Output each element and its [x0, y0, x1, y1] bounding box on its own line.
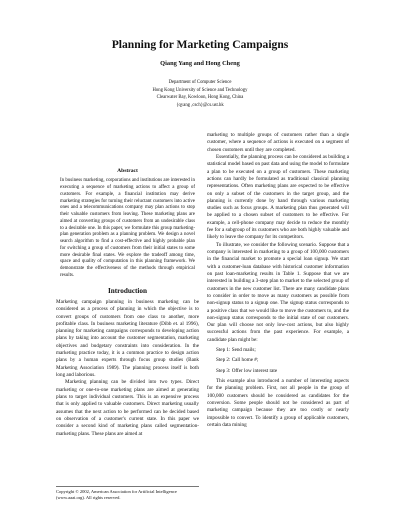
- abstract-heading: Abstract: [117, 168, 138, 174]
- authors: Qiang Yang and Hong Cheng: [160, 60, 240, 67]
- copyright-line: (www.aaai.org). All rights reserved.: [56, 494, 121, 500]
- left-column: [56, 168, 199, 438]
- right-column: [207, 132, 349, 429]
- plan-step: Step 3: Offer low interest rate: [216, 367, 278, 374]
- body-paragraph: marketing to multiple groups of customers rather than a single customer, where a sequence of actions is executed on a segment of chosen customers until they are completed.: [207, 132, 349, 153]
- plan-step: Step 1: Send mails;: [216, 347, 256, 354]
- affiliation-email: {qyang ,csch}@cs.ust.hk: [176, 102, 224, 108]
- paper-title: Planning for Marketing Campaigns: [111, 38, 289, 51]
- intro-paragraph: Marketing campaign planning in business marketing can be considered as a process of planning in which the objective is to convert groups of customers from one class to another, more profitable class. In business marketing literature (Dibb et. al 1996), planning for marketing campaigns corresponds to developing action plans by taking into account the customer segmentation, marketing objectives and budgetary constraints into consideration. In the marketing practice today, it is a common practice to design action plans by a human experts through focus group studies (Bank Marketing Association 1989). The planning process itself is both long and laborious.: [56, 298, 199, 378]
- copyright-notice: [56, 486, 199, 501]
- intro-paragraph: Marketing planning can be divided into two types. Direct marketing or one-to-one marketing plans are aimed at generating plans to target individual customers. This is an expensive process that is only applied to valuable customers. Direct marketing usually assumes that the next action to be performed can be decided based on observation of a customer's current state. In this paper we consider a second kind of marketing plans called segmentation-marketing plans. These plans are aimed at: [56, 379, 199, 437]
- affiliation-department: Department of Computer Science: [168, 80, 232, 85]
- body-paragraph: Essentially, the planning process can be considered as building a statistical model based on past data and using the model to formulate a plan to be executed on a group of customers. These marketing actions can hardly be formulated as traditional classical planning representations. Often marketing plans are expected to be effective on only a subset of the customers in the target group, and the planning is currently done by hand through various marketing studies such as focus groups. A marketing plan thus generated will be applied to a chosen subset of customers to be effective. For example, a cell-phone company may decide to reduce the monthly fee for a subgroup of its customers who are both highly valuable and likely to leave the company for its competitors.: [207, 153, 349, 241]
- affiliation: [0, 79, 400, 109]
- affiliation-address: Clearwater Bay, Kowloon, Hong Kong, China: [156, 95, 244, 101]
- abstract-text: In business marketing, corporations and institutions are interested in executing a sequence of marketing actions to affect a group of customers. For example, a financial institution may derive marketing strategies for turning their reluctant customers into active ones and a telecommunications company may plan actions to stop their valuable customers from leaving. These marketing plans are aimed at converting groups of customers from an undesirable class to a desirable one. In this paper, we formulate this group marketing-plan generation problem as a planning problem. We design a novel search algorithm to find a cost-effective and highly probable plan for switching a group of customers from their initial states to some more desirable final states. We explore the tradeoff among time, space and quality of computation in this planning framework. We demonstrate the effectiveness of the methods through empirical results.: [60, 178, 195, 278]
- plan-step: Step 2: Call home #;: [216, 357, 259, 364]
- introduction-heading: Introduction: [107, 286, 147, 295]
- body-paragraph: To illustrate, we consider the following scenario. Suppose that a company is interested in marketing to a group of 100,000 customers in the financial market to promote a special loan signup. We start with a customer-loan database with historical customer information on past loan-marketing results in Table 1. Suppose that we are interested in building a 3-step plan to market to the selected group of customers in the new customer list. There are many candidate plans to consider in order to move as many customers as possible from non-signup status to a signup one. The signup status corresponds to a positive class that we would like to move the customers to, and the non-signup status corresponds to the initial state of our customers. Our plan will choose not only low-cost actions, but also highly successful actions from the past experience. For example, a candidate plan might be:: [207, 241, 349, 343]
- copyright-line: Copyright © 2002, American Association for Artificial Intelligence: [56, 489, 177, 494]
- affiliation-university: Hong Kong University of Science and Technology: [152, 87, 248, 93]
- body-paragraph: This example also introduced a number of interesting aspects for the planning problem. First, not all people in the group of 100,000 customers should be considered as candidates for the conversion. Some people should not be considered as part of marketing campaign because they are too costly or nearly impossible to convert. To identify a group of applicable customers, certain data mining: [207, 378, 349, 428]
